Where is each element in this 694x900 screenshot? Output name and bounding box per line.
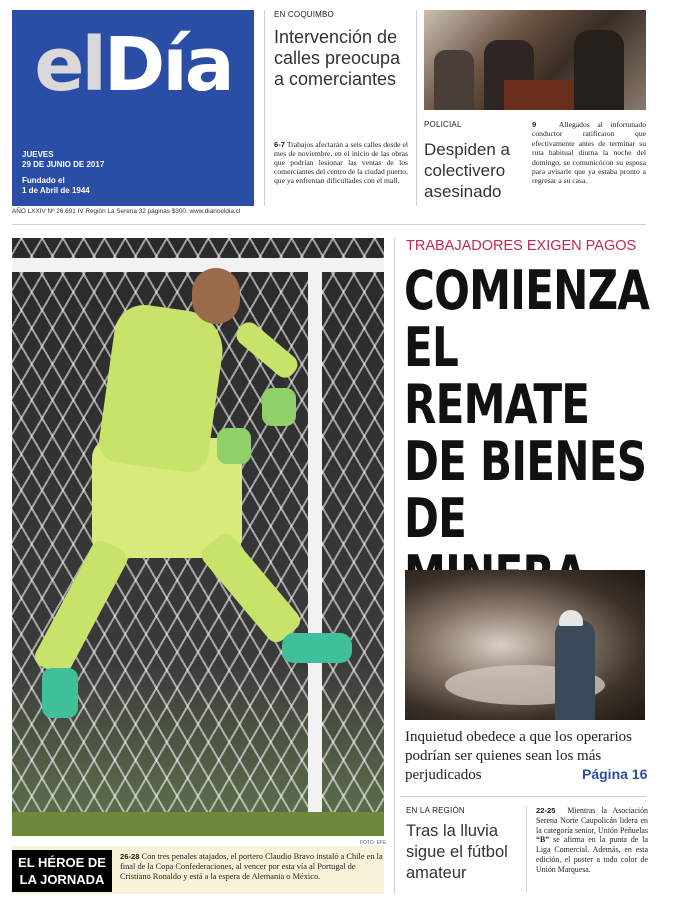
story-coquimbo[interactable] [274, 10, 408, 210]
column-divider [394, 238, 395, 894]
hero-title-line1: EL HÉROE DE [18, 855, 106, 870]
funeral-photo [424, 10, 646, 110]
story-text: Allegados al infortunado conductor ratificaron que efectivamente antes de terminar su ruta habitual diurna la noche del domingo, se comunicócon su esposa para avisarle que ya estaba pronto a regresar a su casa. [532, 120, 646, 186]
hero-title-line2: LA JORNADA [19, 872, 105, 887]
story-headline[interactable]: Intervención de calles preocupa a comerciantes [274, 27, 401, 89]
section-divider [400, 796, 646, 797]
headline-line: DE BIENES [404, 430, 647, 493]
page-reference: 9 [532, 120, 537, 129]
logo-part-dia: Día [103, 22, 232, 108]
story-text-1: Mientras la Asociación Serena Norte Caupolicán lidera en la categoría senior, Unión Peñuelas [536, 806, 648, 835]
hero-caption [120, 852, 384, 883]
story-body [536, 806, 648, 875]
founded-line2: 1 de Abril de 1944 [22, 186, 90, 195]
column-divider [264, 10, 265, 206]
story-text-2: se afirma en la punta de la Liga Comercial. Además, en esta edición, el poster a todo color de Unión Marquesa. [536, 835, 648, 874]
headline-line: COMIENZA [404, 259, 650, 322]
headline-line: EL REMATE [404, 316, 590, 436]
masthead [12, 10, 254, 206]
story-text: Trabajos afectarán a seis calles desde el mes de noviembre, en el inicio de las obras que podrían lesionar las ventas de los comerciantes del centro de la ciudad puerto, que ya enfrentan dificultades con el mall. [274, 140, 409, 185]
section-divider [12, 224, 646, 225]
hero-title-box[interactable] [12, 850, 112, 892]
main-kicker: TRABAJADORES EXIGEN PAGOS [406, 238, 637, 254]
logo-part-el: el [34, 22, 104, 108]
story-headline[interactable]: Despiden a colectivero asesinado [424, 140, 511, 201]
main-summary: Inquietud obedece a que los operarios podrían ser quienes sean los más perjudicados [405, 729, 632, 783]
issue-info: AÑO LXXIV Nº 26.691 IV Región La Serena 32 páginas $300. www.diarioeldia.cl [12, 208, 241, 215]
founded-line1: Fundado el [22, 176, 65, 185]
founded-note [22, 176, 90, 196]
hero-text: Con tres penales atajados, el portero Claudio Bravo instaló a Chile en la final de la Copa Confederaciones, al vencer por esta vía al Portugal de Cristiano Ronaldo y está a la espera de Alemania o México. [120, 852, 383, 882]
edition-date [22, 150, 104, 170]
column-divider [416, 10, 417, 206]
goalkeeper-photo[interactable] [12, 238, 384, 836]
story-team-mark: “B” [536, 835, 550, 845]
column-divider [526, 806, 527, 892]
edition-date-full: 29 DE JUNIO DE 2017 [22, 160, 105, 169]
page-reference: 6-7 [274, 140, 285, 149]
page-reference: 26-28 [120, 852, 140, 861]
story-body [274, 140, 408, 185]
story-kicker: EN COQUIMBO [274, 10, 334, 19]
story-kicker: POLICIAL [424, 120, 462, 129]
headline-line: DE [404, 487, 467, 550]
main-page-link[interactable]: Página 16 [582, 766, 648, 782]
story-kicker: EN LA REGIÓN [406, 806, 465, 815]
edition-weekday: JUEVES [22, 150, 54, 159]
page-reference: 22-25 [536, 806, 556, 815]
story-headline[interactable]: Tras la lluvia sigue el fútbol amateur [406, 822, 508, 882]
story-region[interactable] [406, 806, 516, 884]
photo-credit: FOTO: EFE [360, 840, 387, 846]
story-body [532, 120, 646, 186]
newspaper-logo [12, 20, 254, 110]
mine-tunnel-photo [405, 570, 645, 720]
story-policial[interactable] [424, 120, 520, 202]
